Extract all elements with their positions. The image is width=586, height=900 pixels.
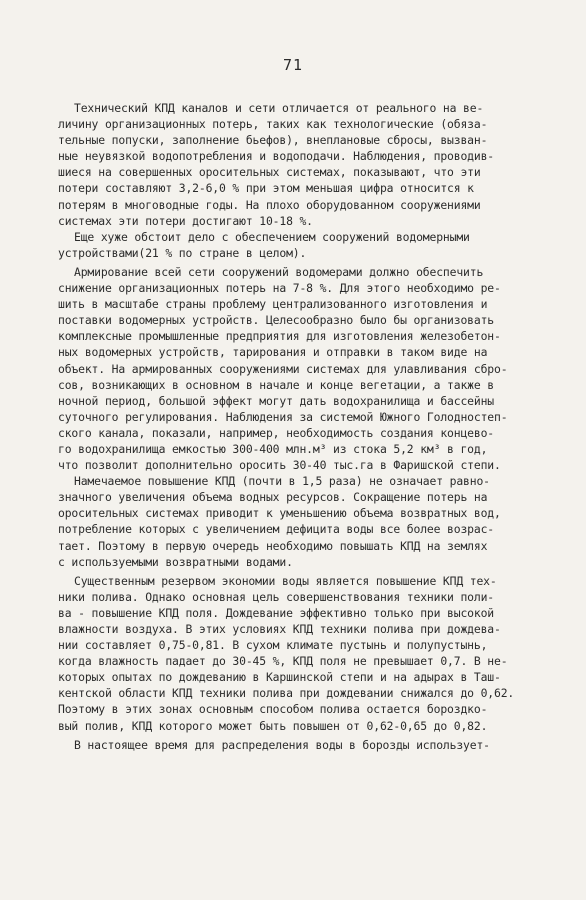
text-line: комплексные промышленные предприятия для изготовления железобетон-: [58, 329, 501, 344]
text-line: снижение организационных потерь на 7-8 %. Для этого необходимо ре-: [58, 281, 501, 296]
text-line: Поэтому в этих зонах основным способом полива остается бороздко-: [58, 702, 488, 717]
text-line: суточного регулирования. Наблюдения за системой Южного Голодностеп-: [58, 409, 508, 424]
text-line: что позволит дополнительно оросить 30-40 тыс.га в Фаришской степи.: [58, 458, 501, 473]
text-line: потери составляют 3,2-6,0 % при этом меньшая цифра относится к: [58, 181, 474, 196]
text-line: поставки водомерных устройств. Целесообразно было бы организовать: [58, 313, 495, 328]
text-line: нии составляет 0,75-0,81. В сухом климате пустынь и полупустынь,: [58, 638, 488, 653]
text-line: влажности воздуха. В этих условиях КПД техники полива при дождева-: [58, 622, 501, 636]
page-number: 71: [282, 56, 304, 74]
text-line: шить в масштабе страны проблему централизованного изготовления и: [58, 297, 488, 312]
text-line: которых опытах по дождеванию в Каршинской степи и на адырах в Таш-: [58, 670, 501, 685]
text-line: сов, возникающих в основном в начале и конце вегетации, а также в: [58, 377, 495, 392]
text-line: ных водомерных устройств, тарирования и отправки в таком виде на: [58, 345, 488, 360]
text-line: ные неувязкой водопотребления и водоподачи. Наблюдения, проводив-: [58, 149, 495, 164]
text-line: когда влажность падает до 30-45 %, КПД поля не превышает 0,7. В не-: [58, 654, 508, 669]
text-line: ва - повышение КПД поля. Дождевание эффективно только при высокой: [58, 605, 495, 620]
text-line: кентской области КПД техники полива при дождевании снижался до 0,62.: [58, 686, 515, 701]
text-line: тельные попуски, заполнение бьефов), внеплановые сбросы, вызван-: [58, 133, 488, 148]
text-line: Намечаемое повышение КПД (почти в 1,5 раза) не означает равно-: [74, 474, 490, 489]
text-line: ского канала, показали, например, необходимость создания концево-: [58, 425, 495, 440]
text-line: вый полив, КПД которого может быть повышен от 0,62-0,65 до 0,82.: [58, 718, 488, 733]
text-line: с используемыми возвратными водами.: [58, 554, 293, 569]
text-line: системах эти потери достигают 10-18 %.: [58, 213, 313, 228]
text-line: значного увеличения объема водных ресурсов. Сокращение потерь на: [58, 490, 488, 505]
document-body: [58, 100, 536, 753]
text-line: потерям в многоводные годы. На плохо оборудованном сооружениями: [58, 197, 481, 212]
text-line: Технический КПД каналов и сети отличается от реального на ве-: [74, 101, 484, 115]
text-line: устройствами(21 % по стране в целом).: [58, 245, 307, 260]
text-line: ники полива. Однако основная цель совершенствования техники поли-: [58, 589, 495, 604]
text-line: тает. Поэтому в первую очередь необходимо повышать КПД на землях: [58, 538, 488, 553]
text-line: объект. На армированных сооружениями системах для улавливания сбро-: [58, 361, 508, 376]
text-line: Армирование всей сети сооружений водомерами должно обеспечить: [74, 264, 484, 279]
text-line: го водохранилища емкостью 300-400 млн.м³ из стока 5,2 км³ в год,: [58, 441, 488, 456]
text-line: потребление которых с увеличением дефицита воды все более возрас-: [58, 522, 495, 537]
text-line: шиеся на совершенных оросительных системах, показывают, что эти: [58, 165, 481, 180]
text-line: личину организационных потерь, таких как технологические (обяза-: [58, 117, 488, 132]
text-line: оросительных системах приводит к уменьшению объема возвратных вод,: [58, 506, 501, 521]
text-line: ночной период, большой эффект могут дать водохранилища и бассейны: [58, 393, 495, 408]
text-line: В настоящее время для распределения воды в борозды использует-: [74, 737, 490, 752]
text-line: Еще хуже обстоит дело с обеспечением сооружений водомерными: [74, 229, 470, 244]
text-line: Существенным резервом экономии воды является повышение КПД тех-: [74, 573, 497, 588]
